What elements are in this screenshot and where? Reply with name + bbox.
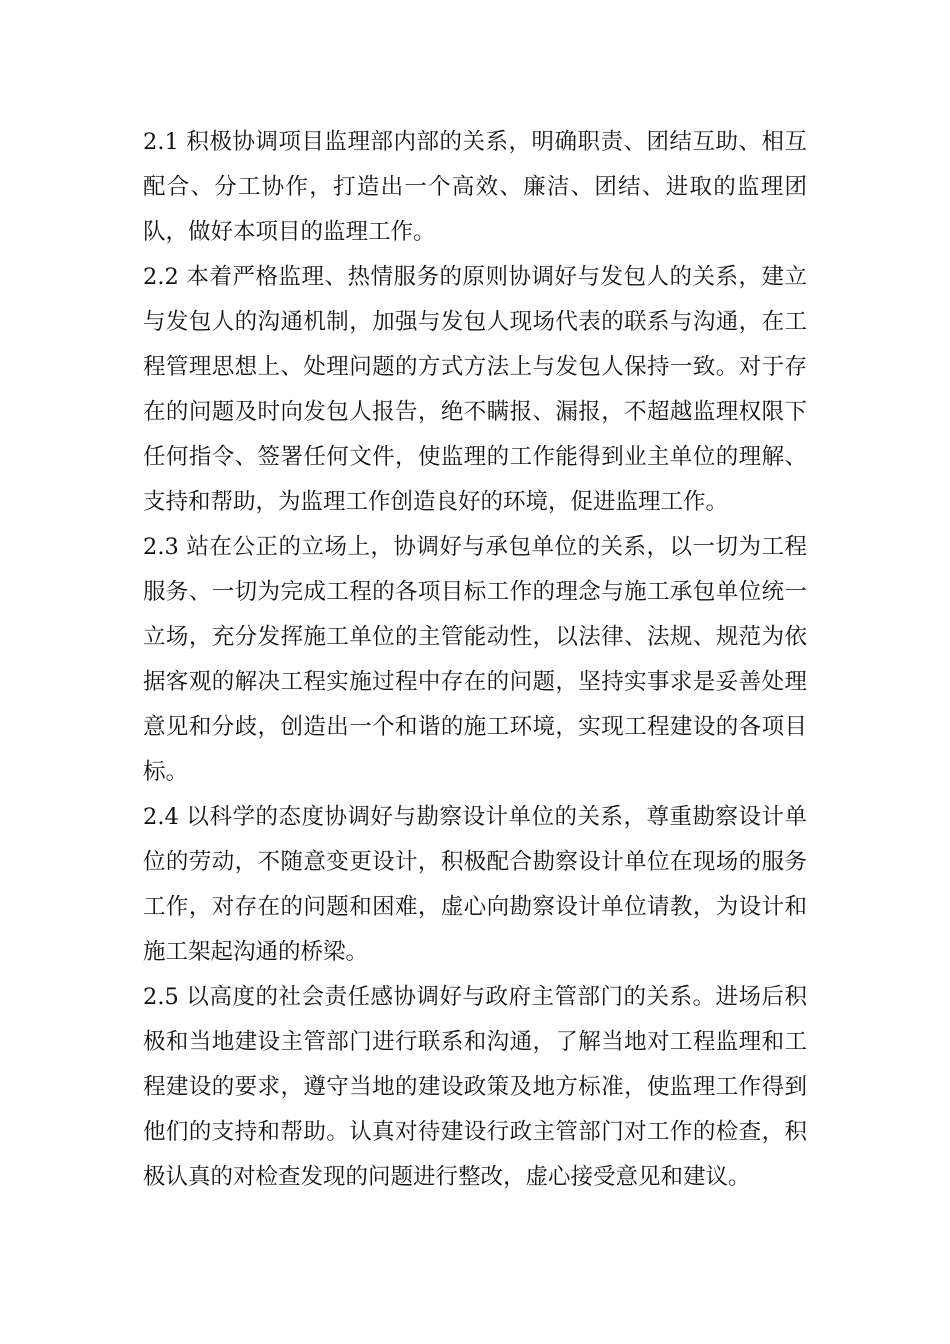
paragraph-2-4: 2.4 以科学的态度协调好与勘察设计单位的关系，尊重勘察设计单位的劳动，不随意变更设计，积极配合勘察设计单位在现场的服务工作，对存在的问题和困难，虚心向勘察设计单位请教，为设计和施工架起沟通的桥梁。 xyxy=(143,804,807,965)
paragraph-2-3: 2.3 站在公正的立场上，协调好与承包单位的关系，以一切为工程服务、一切为完成工程的各项目标工作的理念与施工承包单位统一立场，充分发挥施工单位的主管能动性，以法律、法规、规范为依据客观的解决工程实施过程中存在的问题，坚持实事求是妥善处理意见和分歧，创造出一个和谐的施工环境，实现工程建设的各项目标。 xyxy=(143,534,807,785)
paragraph-2-2: 2.2 本着严格监理、热情服务的原则协调好与发包人的关系，建立与发包人的沟通机制，加强与发包人现场代表的联系与沟通，在工程管理思想上、处理问题的方式方法上与发包人保持一致。对于存在的问题及时向发包人报告，绝不瞒报、漏报，不超越监理权限下任何指令、签署任何文件，使监理的工作能得到业主单位的理解、支持和帮助，为监理工作创造良好的环境，促进监理工作。 xyxy=(143,264,807,515)
document-body xyxy=(143,120,807,1200)
paragraph-2-5: 2.5 以高度的社会责任感协调好与政府主管部门的关系。进场后积极和当地建设主管部门进行联系和沟通，了解当地对工程监理和工程建设的要求，遵守当地的建设政策及地方标准，使监理工作得到他们的支持和帮助。认真对待建设行政主管部门对工作的检查，积极认真的对检查发现的问题进行整改，虚心接受意见和建议。 xyxy=(143,984,807,1190)
paragraph-2-1: 2.1 积极协调项目监理部内部的关系，明确职责、团结互助、相互配合、分工协作，打造出一个高效、廉洁、团结、进取的监理团队，做好本项目的监理工作。 xyxy=(143,129,807,245)
